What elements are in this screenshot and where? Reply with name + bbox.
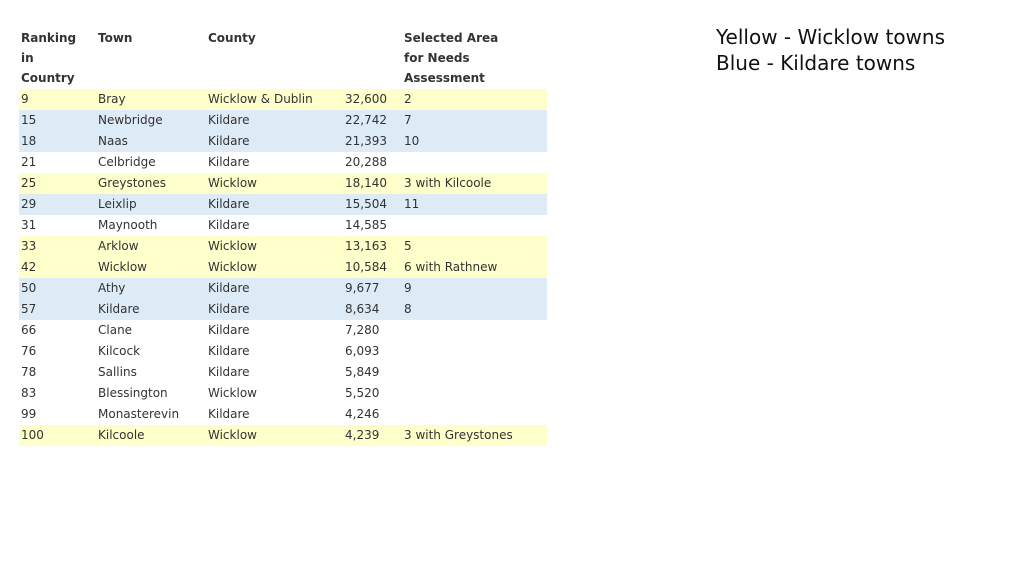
table-row: [19, 425, 547, 446]
cell-rank: 21: [19, 152, 96, 173]
cell-area: 7: [402, 110, 547, 131]
cell-population: 8,634: [343, 299, 402, 320]
cell-area: 11: [402, 194, 547, 215]
header-empty: [96, 69, 206, 89]
header-county: County: [208, 31, 256, 45]
towns-table: [18, 28, 547, 446]
header-rank-line-1: Ranking: [21, 31, 77, 45]
cell-town: Greystones: [96, 173, 206, 194]
cell-area: [402, 152, 547, 173]
cell-rank: 66: [19, 320, 96, 341]
cell-county: Wicklow: [206, 425, 343, 446]
cell-town: Bray: [96, 89, 206, 110]
table-body: [19, 89, 547, 446]
cell-population: 18,140: [343, 173, 402, 194]
cell-area: 2: [402, 89, 547, 110]
cell-town: Blessington: [96, 383, 206, 404]
table-row: [19, 257, 547, 278]
cell-area: 10: [402, 131, 547, 152]
cell-county: Kildare: [206, 299, 343, 320]
cell-county: Kildare: [206, 278, 343, 299]
cell-county: Kildare: [206, 404, 343, 425]
cell-area: [402, 404, 547, 425]
table-row: [19, 173, 547, 194]
cell-town: Kilcoole: [96, 425, 206, 446]
cell-town: Sallins: [96, 362, 206, 383]
cell-area: 3 with Greystones: [402, 425, 547, 446]
cell-town: Leixlip: [96, 194, 206, 215]
cell-town: Arklow: [96, 236, 206, 257]
cell-population: 5,520: [343, 383, 402, 404]
cell-county: Kildare: [206, 194, 343, 215]
header-empty: [343, 49, 402, 69]
header-area-line-3: Assessment: [404, 71, 485, 85]
cell-rank: 9: [19, 89, 96, 110]
header-rank-line-3: Country: [21, 71, 75, 85]
cell-town: Newbridge: [96, 110, 206, 131]
cell-population: 6,093: [343, 341, 402, 362]
cell-town: Maynooth: [96, 215, 206, 236]
cell-population: 4,246: [343, 404, 402, 425]
cell-town: Wicklow: [96, 257, 206, 278]
cell-county: Wicklow & Dublin: [206, 89, 343, 110]
cell-town: Celbridge: [96, 152, 206, 173]
cell-population: 32,600: [343, 89, 402, 110]
cell-rank: 29: [19, 194, 96, 215]
header-empty: [343, 69, 402, 89]
cell-county: Kildare: [206, 362, 343, 383]
table-row: [19, 299, 547, 320]
header-empty: [96, 49, 206, 69]
header-row-3: [19, 69, 547, 89]
cell-rank: 25: [19, 173, 96, 194]
cell-town: Naas: [96, 131, 206, 152]
cell-county: Kildare: [206, 131, 343, 152]
cell-town: Athy: [96, 278, 206, 299]
header-area-line-1: Selected Area: [404, 31, 499, 45]
header-row-1: [19, 29, 547, 49]
cell-area: [402, 362, 547, 383]
cell-rank: 78: [19, 362, 96, 383]
header-empty: [206, 49, 343, 69]
cell-rank: 50: [19, 278, 96, 299]
cell-county: Kildare: [206, 341, 343, 362]
cell-area: [402, 215, 547, 236]
cell-rank: 42: [19, 257, 96, 278]
table-row: [19, 89, 547, 110]
table-row: [19, 383, 547, 404]
table-row: [19, 278, 547, 299]
cell-population: 7,280: [343, 320, 402, 341]
table-row: [19, 194, 547, 215]
cell-rank: 31: [19, 215, 96, 236]
cell-area: [402, 320, 547, 341]
cell-town: Kilcock: [96, 341, 206, 362]
header-town: Town: [98, 31, 133, 45]
cell-county: Wicklow: [206, 236, 343, 257]
header-row-2: [19, 49, 547, 69]
cell-population: 15,504: [343, 194, 402, 215]
cell-area: 5: [402, 236, 547, 257]
cell-population: 13,163: [343, 236, 402, 257]
table-row: [19, 215, 547, 236]
table-row: [19, 341, 547, 362]
header-population: [343, 29, 402, 49]
cell-population: 22,742: [343, 110, 402, 131]
cell-population: 5,849: [343, 362, 402, 383]
cell-rank: 15: [19, 110, 96, 131]
header-rank-line-2: in: [21, 51, 34, 65]
legend-yellow: Yellow - Wicklow towns: [716, 25, 946, 49]
header-empty: [206, 69, 343, 89]
cell-population: 9,677: [343, 278, 402, 299]
table-row: [19, 110, 547, 131]
cell-county: Kildare: [206, 110, 343, 131]
cell-county: Wicklow: [206, 257, 343, 278]
cell-rank: 33: [19, 236, 96, 257]
cell-area: 9: [402, 278, 547, 299]
cell-population: 14,585: [343, 215, 402, 236]
table-row: [19, 236, 547, 257]
cell-county: Wicklow: [206, 173, 343, 194]
cell-rank: 76: [19, 341, 96, 362]
table-row: [19, 131, 547, 152]
cell-area: 3 with Kilcoole: [402, 173, 547, 194]
cell-rank: 99: [19, 404, 96, 425]
cell-town: Clane: [96, 320, 206, 341]
cell-county: Kildare: [206, 152, 343, 173]
color-legend: [716, 24, 945, 76]
cell-county: Wicklow: [206, 383, 343, 404]
legend-blue: Blue - Kildare towns: [716, 51, 916, 75]
cell-population: 21,393: [343, 131, 402, 152]
cell-population: 20,288: [343, 152, 402, 173]
cell-town: Monasterevin: [96, 404, 206, 425]
cell-town: Kildare: [96, 299, 206, 320]
cell-rank: 57: [19, 299, 96, 320]
cell-population: 10,584: [343, 257, 402, 278]
table-row: [19, 362, 547, 383]
cell-rank: 18: [19, 131, 96, 152]
header-area-line-2: for Needs: [404, 51, 470, 65]
cell-area: [402, 341, 547, 362]
table-header: [19, 29, 547, 89]
cell-area: 6 with Rathnew: [402, 257, 547, 278]
cell-area: 8: [402, 299, 547, 320]
table-row: [19, 320, 547, 341]
cell-population: 4,239: [343, 425, 402, 446]
cell-area: [402, 383, 547, 404]
cell-rank: 83: [19, 383, 96, 404]
cell-county: Kildare: [206, 320, 343, 341]
cell-county: Kildare: [206, 215, 343, 236]
cell-rank: 100: [19, 425, 96, 446]
table-row: [19, 152, 547, 173]
table-row: [19, 404, 547, 425]
